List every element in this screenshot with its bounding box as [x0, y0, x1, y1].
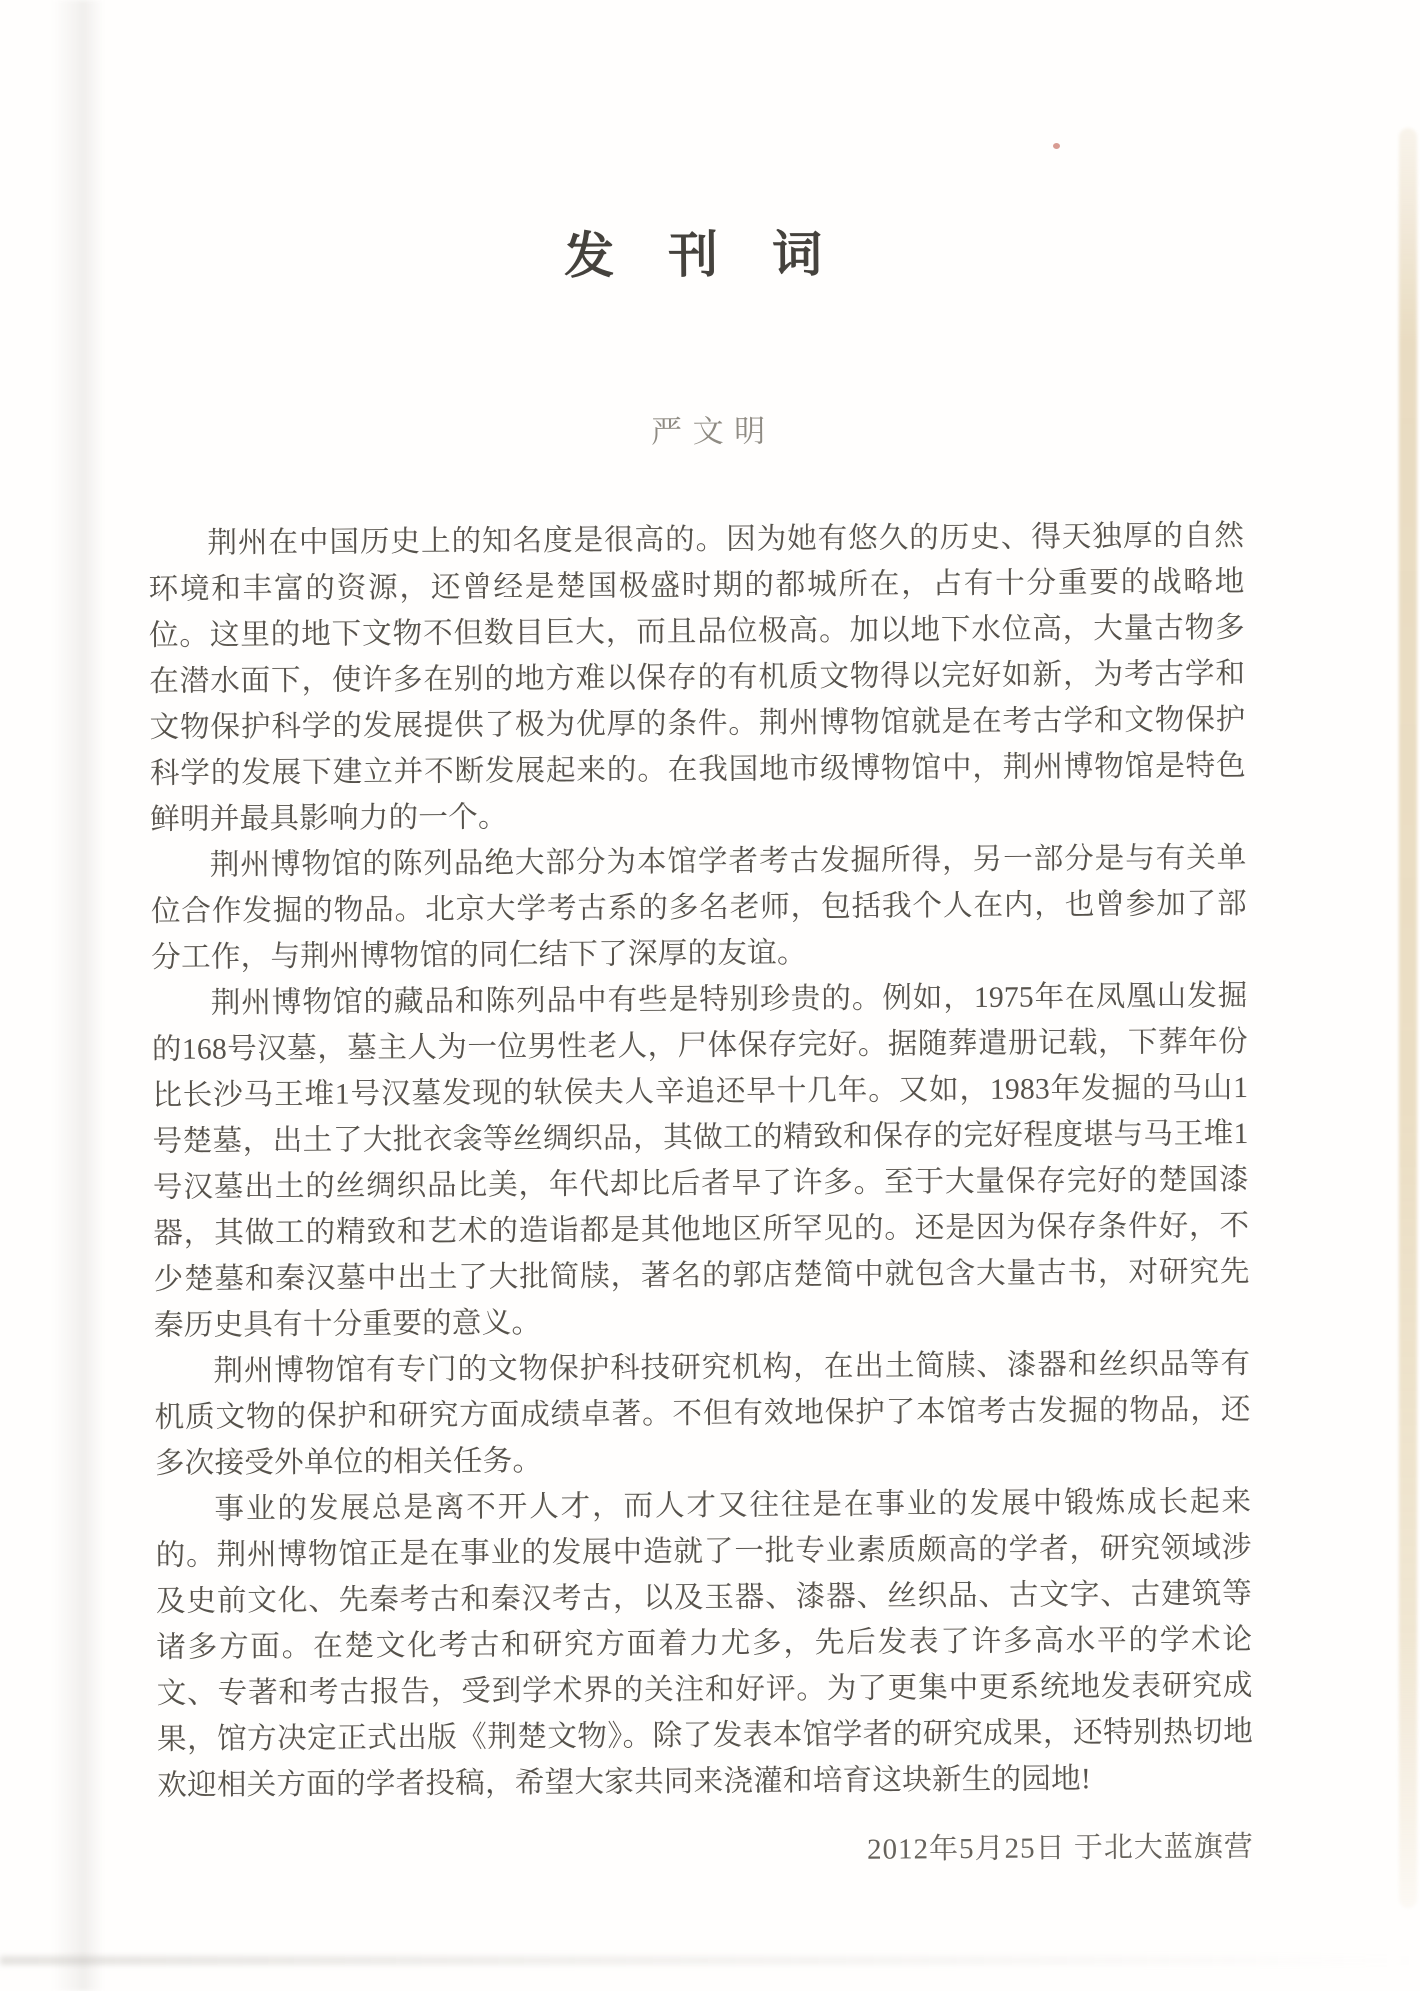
paragraph-4: 荆州博物馆有专门的文物保护科技研究机构，在出土简牍、漆器和丝织品等有机质文物的保护和研究方面成绩卓著。不但有效地保护了本馆考古发掘的物品，还多次接受外单位的相关任务。 — [154, 1347, 1251, 1480]
page-gutter-shadow — [52, 0, 104, 1991]
paragraph-1: 荆州在中国历史上的知名度是很高的。因为她有悠久的历史、得天独厚的自然环境和丰富的资源，还曾经是楚国极盛时期的都城所在，占有十分重要的战略地位。这里的地下文物不但数目巨大，而且品位极高。加以地下水位高，大量古物多在潜水面下，使许多在别的地方难以保存的有机质文物得以完好如新，为考古学和文物保护科学的发展提供了极为优厚的条件。荆州博物馆就是在考古学和文物保护科学的发展下建立并不断发展起来的。在我国地市级博物馆中，荆州博物馆是特色鲜明并最具影响力的一个。 — [148, 519, 1246, 837]
paragraph-5: 事业的发展总是离不开人才，而人才又往往是在事业的发展中锻炼成长起来的。荆州博物馆正是在事业的发展中造就了一批专业素质颇高的学者，研究领域涉及史前文化、先秦考古和秦汉考古，以及玉器、漆器、丝织品、古文字、古建筑等诸多方面。在楚文化考古和研究方面着力尤多，先后发表了许多高水平的学术论文、专著和考古报告，受到学术界的关注和好评。为了更集中更系统地发表研究成果，馆方决定正式出版《荆楚文物》。除了发表本馆学者的研究成果，还特别热切地欢迎相关方面的学者投稿，希望大家共同来浇灌和培育这块新生的园地! — [155, 1485, 1254, 1802]
paragraph-2: 荆州博物馆的陈列品绝大部分为本馆学者考古发掘所得，另一部分是与有关单位合作发掘的物品。北京大学考古系的多名老师，包括我个人在内，也曾参加了部分工作，与荆州博物馆的同仁结下了深厚的友谊。 — [150, 841, 1247, 975]
author-name: 严文明 — [650, 413, 776, 450]
foreword-content — [144, 0, 1254, 1878]
page-edge-tint — [1399, 128, 1417, 1908]
body-text — [148, 513, 1253, 1809]
paragraph-3: 荆州博物馆的藏品和陈列品中有些是特别珍贵的。例如，1975年在凤凰山发掘的168号汉墓，墓主人为一位男性老人，尸体保存完好。据随葬遣册记载，下葬年份比长沙马王堆1号汉墓发现的轪侯夫人辛追还早十几年。又如，1983年发掘的马山1号楚墓，出土了大批衣衾等丝绸织品，其做工的精致和保存的完好程度堪与马王堆1号汉墓出土的丝绸织品比美，年代却比后者早了许多。至于大量保存完好的楚国漆器，其做工的精致和艺术的造诣都是其他地区所罕见的。还是因为保存条件好，不少楚墓和秦汉墓中出土了大批简牍，著名的郭店楚简中就包含大量古书，对研究先秦历史具有十分重要的意义。 — [151, 979, 1250, 1343]
date-line: 2012年5月25日 于北大蓝旗营 — [866, 1830, 1254, 1866]
page-title: 发 刊 词 — [563, 226, 825, 284]
page-bottom-shadow — [0, 1956, 1420, 1965]
